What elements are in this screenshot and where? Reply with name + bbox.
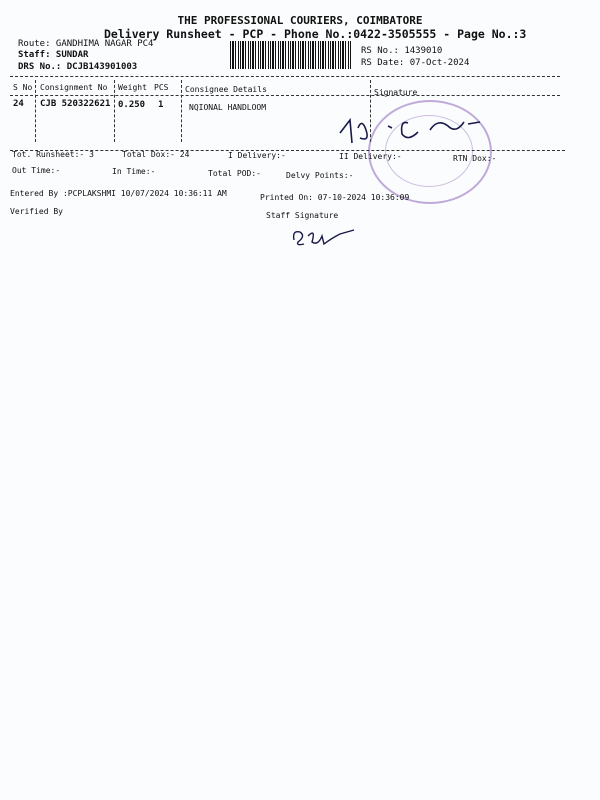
col-header-consignment: Consignment No [40, 83, 108, 92]
runsheet-subtitle: Delivery Runsheet - PCP - Phone No.:0422-3505555 - Page No.:3 [104, 27, 527, 41]
row-consignee: NQIONAL HANDLOOM [189, 103, 267, 112]
col-header-pcs: PCS [154, 83, 169, 92]
receiver-signature [330, 108, 500, 153]
col-header-weight: Weight [118, 83, 147, 92]
row-weight: 0.250 [118, 100, 146, 110]
col-header-sno: S No [13, 83, 33, 92]
rtn-dox: RTN Dox:- [453, 154, 497, 163]
staff-label: Staff: SUNDAR [18, 50, 89, 60]
out-time: Out Time:- [12, 166, 61, 175]
table-top-rule [10, 76, 560, 77]
printed-on: Printed On: 07-10-2024 10:36:09 [260, 193, 410, 202]
row-pcs: 1 [158, 100, 164, 110]
rs-date: RS Date: 07-Oct-2024 [361, 58, 470, 68]
tot-runsheet: Tot. Runsheet:- 3 [12, 150, 94, 159]
col-header-signature: Signature [374, 88, 418, 97]
verified-by: Verified By [10, 207, 63, 216]
col-divider [114, 80, 115, 142]
col-header-consignee: Consignee Details [185, 85, 267, 94]
row-sno: 24 [13, 99, 24, 109]
staff-signature-label: Staff Signature [266, 211, 339, 220]
staff-signature [288, 222, 368, 252]
col-divider [35, 80, 36, 142]
total-dox: Total Dox:- 24 [122, 150, 190, 159]
barcode [230, 41, 352, 69]
drs-number: DRS No.: DCJB143901003 [18, 62, 138, 72]
table-header-rule [10, 95, 560, 96]
rs-number: RS No.: 1439010 [361, 46, 443, 56]
company-title: THE PROFESSIONAL COURIERS, COIMBATORE [177, 14, 423, 27]
ii-delivery: II Delivery:- [339, 152, 402, 161]
row-consignment: CJB 520322621 [40, 99, 111, 109]
delvy-points: Delvy Points:- [286, 171, 354, 180]
total-pod: Total POD:- [208, 169, 261, 178]
entered-by: Entered By :PCPLAKSHMI 10/07/2024 10:36:11 AM [10, 189, 227, 198]
col-divider [181, 80, 182, 142]
i-delivery: I Delivery:- [228, 151, 286, 160]
in-time: In Time:- [112, 167, 156, 176]
route-label: Route: GANDHIMA NAGAR PC4 [18, 39, 154, 49]
